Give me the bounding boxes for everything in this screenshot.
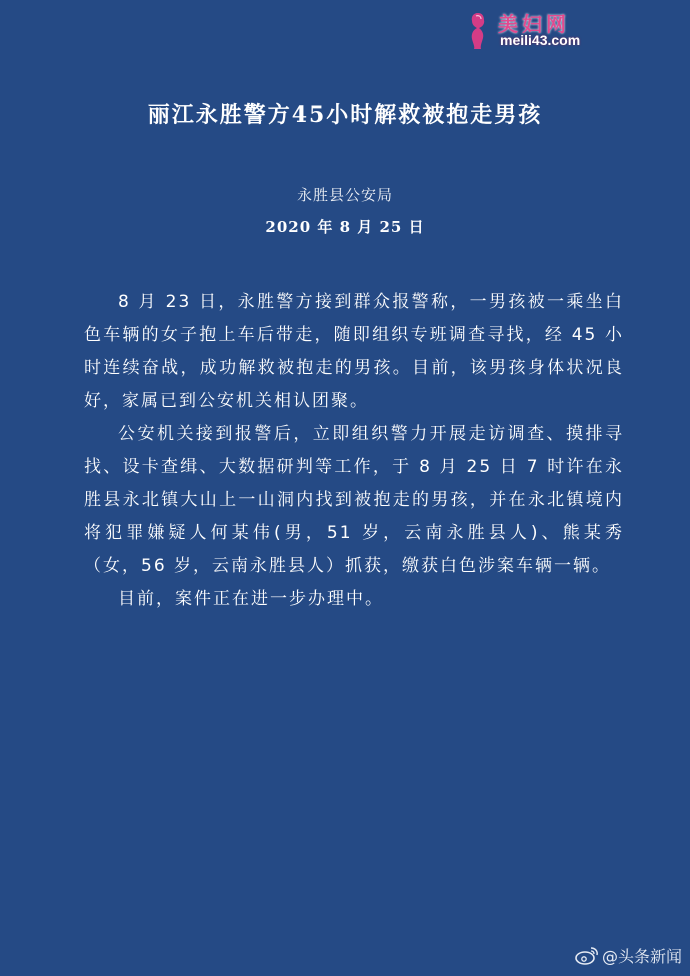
watermark-url: meili43.com	[500, 32, 581, 48]
paragraph: 目前，案件正在进一步办理中。	[118, 589, 384, 609]
document-body	[84, 286, 624, 616]
watermark-title: 美妇网	[498, 12, 570, 36]
issuer: 永胜县公安局	[296, 186, 393, 204]
source-footer	[574, 944, 682, 966]
watermark	[460, 8, 640, 52]
woman-silhouette-icon	[460, 10, 496, 50]
document-title: 丽江永胜警方45小时解救被抱走男孩	[147, 102, 543, 128]
issue-date: 2020 年 8 月 25 日	[265, 218, 425, 236]
paragraph: 8 月 23 日，永胜警方接到群众报警称，一男孩被一乘坐白色车辆的女子抱上车后带走，随即组织专班调查寻找，经 45 小时连续奋战，成功解救被抱走的男孩。目前，该男孩身体状况良好，家属已到公安机关相认团聚。	[84, 292, 624, 411]
paragraph: 公安机关接到报警后，立即组织警力开展走访调查、摸排寻找、设卡查缉、大数据研判等工作，于 8 月 25 日 7 时许在永胜县永北镇大山上一山洞内找到被抱走的男孩，并在永北镇境内将犯罪嫌疑人何某伟(男，51 岁，云南永胜县人)、熊某秀（女，56 岁，云南永胜县人）抓获，缴获白色涉案车辆一辆。	[84, 424, 624, 576]
source-handle[interactable]: @头条新闻	[601, 946, 682, 966]
weibo-icon	[574, 944, 600, 966]
